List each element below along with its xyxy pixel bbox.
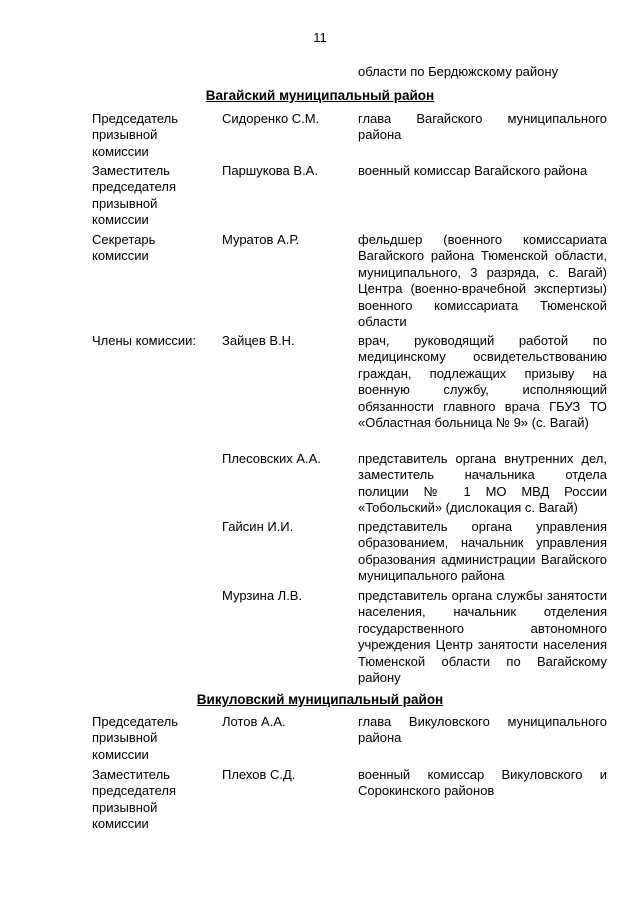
role-label: Секретарь комиссии	[92, 232, 156, 264]
member-name: Плесовских А.А.	[222, 451, 321, 466]
role-label: Председатель призывной комиссии	[92, 111, 179, 159]
member-name: Плехов С.Д.	[222, 767, 296, 782]
member-name: Муратов А.Р.	[222, 232, 300, 247]
member-duty: представитель органа внутренних дел, заместитель начальника отдела полиции № 1 МО МВД России «Тобольский» (дислокация с. Вагай)	[358, 451, 607, 516]
role-label: Заместитель председателя призывной комиссии	[92, 767, 177, 832]
member-name: Зайцев В.Н.	[222, 333, 295, 348]
carry-over-text: области по Бердюжскому району	[358, 64, 559, 79]
role-label: Члены комиссии:	[92, 333, 197, 348]
member-duty: представитель органа управления образованием, начальник управления образования администрации Вагайского муниципального района	[358, 519, 607, 584]
member-name: Мурзина Л.В.	[222, 588, 303, 603]
member-name: Паршукова В.А.	[222, 163, 318, 178]
member-duty: представитель органа службы занятости населения, начальник отделения государственного автономного учреждения Центр занятости населения Тюменской области по Вагайскому району	[358, 588, 607, 686]
member-duty: военный комиссар Вагайского района	[358, 163, 588, 178]
section-title-vikulovo: Викуловский муниципальный район	[196, 692, 444, 707]
member-duty: военный комиссар Викуловского и Сорокинского районов	[358, 767, 607, 799]
member-duty: глава Вагайского муниципального района	[358, 111, 607, 143]
role-label: Заместитель председателя призывной комиссии	[92, 163, 177, 228]
member-name: Сидоренко С.М.	[222, 111, 320, 126]
member-duty: врач, руководящий работой по медицинскому освидетельствованию граждан, подлежащих призыву на военную службу, исполняющий обязанности главного врача ГБУЗ ТО «Областная больница № 9» (с. Вагай)	[358, 333, 607, 431]
section-title-vagai: Вагайский муниципальный район	[205, 88, 435, 103]
member-name: Лотов А.А.	[222, 714, 286, 729]
member-duty: фельдшер (военного комиссариата Вагайского района Тюменской области, муниципального, 3 разряда, с. Вагай) Центра (военно-врачебной экспертизы) военного комиссариата Тюменской области	[358, 232, 607, 330]
member-duty: глава Викуловского муниципального района	[358, 714, 607, 746]
member-name: Гайсин И.И.	[222, 519, 294, 534]
role-label: Председатель призывной комиссии	[92, 714, 179, 762]
page-number: 11	[313, 30, 327, 45]
